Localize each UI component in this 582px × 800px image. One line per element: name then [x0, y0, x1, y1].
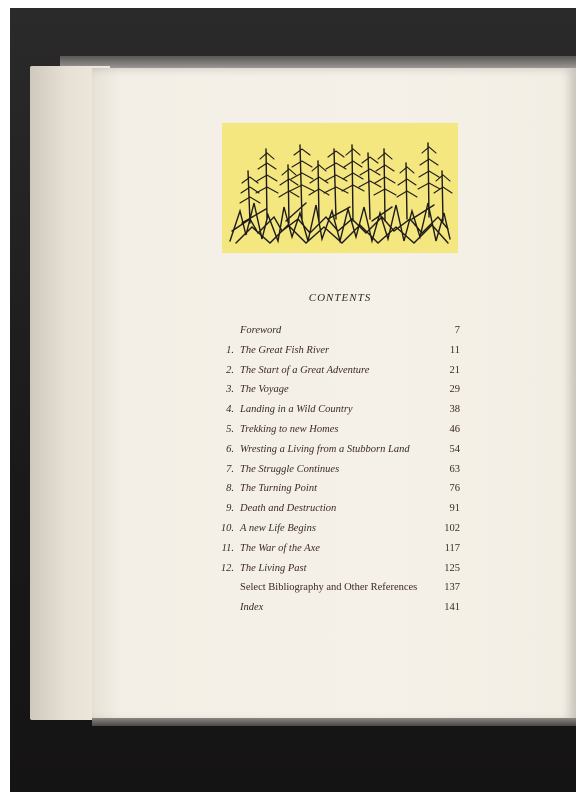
- toc-entry: [210, 424, 460, 444]
- toc-entry: [210, 325, 460, 345]
- page-number: 11: [449, 344, 460, 356]
- chapter-title: Select Bibliography and Other References: [240, 582, 418, 594]
- toc-entry: [210, 384, 460, 404]
- page-number: 141: [444, 602, 460, 614]
- page-number: 102: [444, 522, 460, 534]
- forest-illustration: [222, 123, 458, 253]
- page-number: 38: [449, 404, 460, 416]
- chapter-title: Death and Destruction: [240, 503, 337, 515]
- toc-entry: [210, 464, 460, 484]
- chapter-number: 12.: [220, 562, 234, 574]
- page-number: 7: [454, 325, 460, 336]
- toc-entry: [210, 602, 460, 622]
- chapter-title: The Start of a Great Adventure: [240, 364, 370, 376]
- chapter-number: 6.: [226, 443, 234, 455]
- chapter-number: 1.: [226, 344, 234, 356]
- page-number: 46: [449, 423, 460, 435]
- table-of-contents: [210, 325, 460, 622]
- chapter-title: Wresting a Living from a Stubborn Land: [240, 443, 410, 455]
- page-number: 29: [449, 384, 460, 396]
- chapter-title: The War of the Axe: [240, 542, 320, 554]
- page-number: 21: [449, 364, 460, 376]
- page-number: 117: [444, 542, 460, 554]
- chapter-title: The Voyage: [240, 384, 289, 396]
- chapter-title: Index: [240, 602, 264, 614]
- chapter-title: The Turning Point: [240, 483, 318, 495]
- pine-trees-drawing: [222, 123, 458, 253]
- toc-entry: [210, 503, 460, 523]
- chapter-number: 3.: [226, 384, 234, 396]
- chapter-title: Landing in a Wild Country: [240, 404, 353, 416]
- toc-entry: [210, 543, 460, 563]
- toc-entry: [210, 563, 460, 583]
- chapter-title: Foreword: [240, 325, 282, 336]
- page-number: 63: [449, 463, 460, 475]
- chapter-title: The Great Fish River: [240, 344, 330, 356]
- chapter-number: 10.: [220, 522, 234, 534]
- toc-entry: [210, 444, 460, 464]
- toc-entry: [210, 345, 460, 365]
- toc-entry: [210, 404, 460, 424]
- chapter-number: 7.: [226, 463, 234, 475]
- chapter-title: Trekking to new Homes: [240, 423, 339, 435]
- chapter-number: 5.: [226, 423, 234, 435]
- contents-heading: CONTENTS: [308, 292, 372, 304]
- toc-entry: [210, 483, 460, 503]
- chapter-number: 9.: [226, 503, 234, 515]
- page-number: 76: [449, 483, 460, 495]
- chapter-number: 8.: [226, 483, 234, 495]
- toc-entry: [210, 365, 460, 385]
- chapter-title: A new Life Begins: [240, 522, 316, 534]
- toc-entry: [210, 582, 460, 602]
- page-number: 91: [449, 503, 460, 515]
- chapter-number: 4.: [226, 404, 234, 416]
- page-number: 54: [449, 443, 460, 455]
- book-bottom-edge: [92, 718, 576, 726]
- chapter-title: The Living Past: [240, 562, 307, 574]
- toc-entry: [210, 523, 460, 543]
- chapter-number: 11.: [221, 542, 234, 554]
- page-number: 137: [444, 582, 460, 594]
- chapter-number: 2.: [226, 364, 234, 376]
- page-number: 125: [444, 562, 460, 574]
- chapter-title: The Struggle Continues: [240, 463, 340, 475]
